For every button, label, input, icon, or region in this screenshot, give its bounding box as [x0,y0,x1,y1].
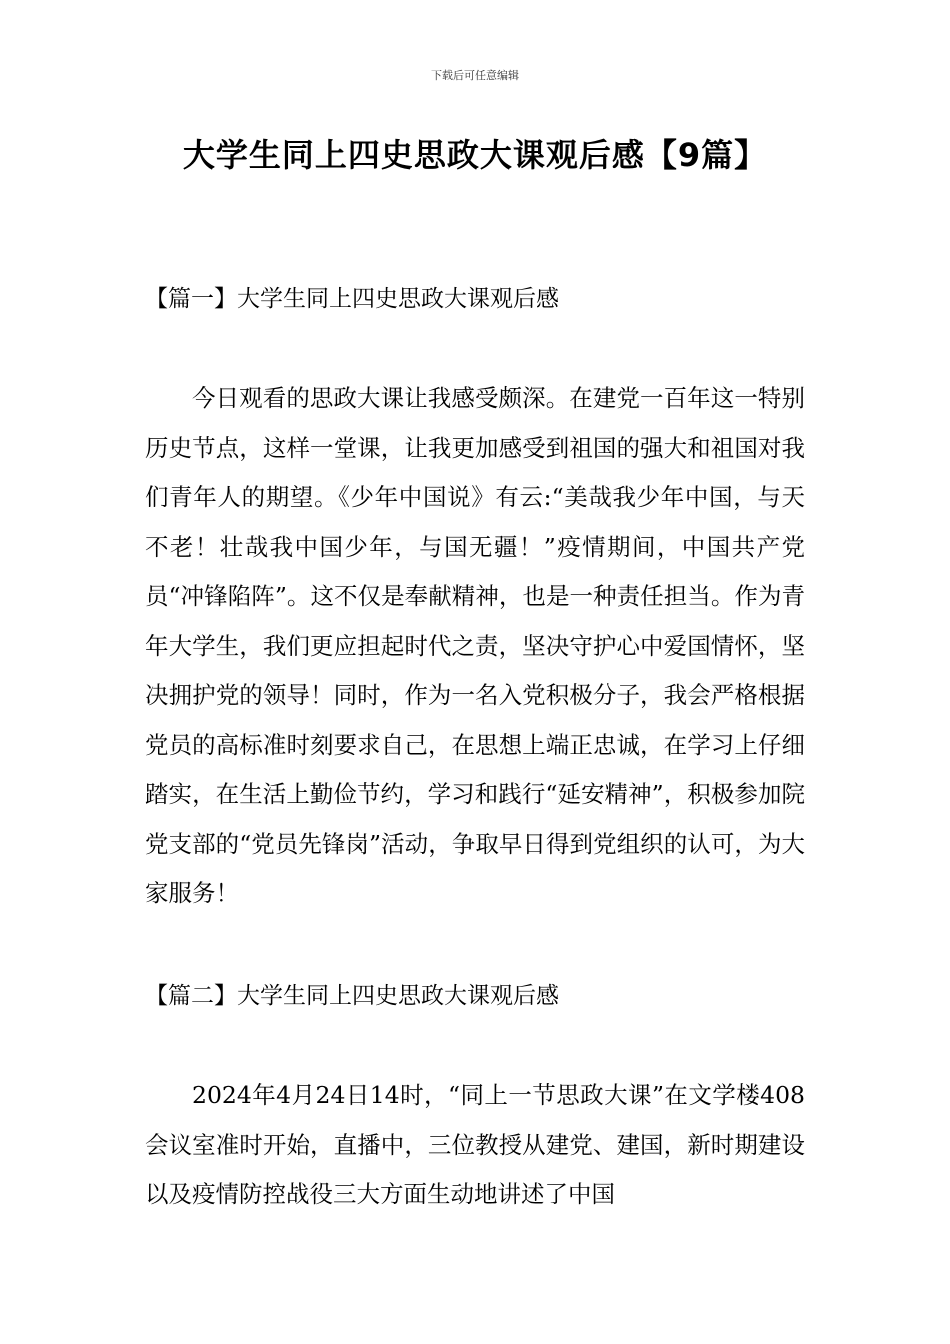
header-note: 下载后可任意编辑 [431,69,519,82]
document-title: 大学生同上四史思政大课观后感【9篇】 [182,136,768,174]
section-paragraph-2: 2024年4月24日14时，“同上一节思政大课”在文学楼408会议室准时开始，直播中，三位教授从建党、建国，新时期建设以及疫情防控战役三大方面生动地讲述了中国 [145,1081,805,1208]
section-heading-2: 【篇二】大学生同上四史思政大课观后感 [145,983,559,1009]
section-paragraph-1: 今日观看的思政大课让我感受颇深。在建党一百年这一特别历史节点，这样一堂课，让我更加感受到祖国的强大和祖国对我们青年人的期望。《少年中国说》有云:“美哉我少年中国，与天不老！壮哉我中国少年，与国无疆！”疫情期间，中国共产党员“冲锋陷阵”。这不仅是奉献精神，也是一种责任担当。作为青年大学生，我们更应担起时代之责，坚决守护心中爱国情怀，坚决拥护党的领导！同时，作为一名入党积极分子，我会严格根据党员的高标准时刻要求自己，在思想上端正忠诚，在学习上仔细踏实，在生活上勤俭节约，学习和践行“延安精神”，积极参加院党支部的“党员先锋岗”活动，争取早日得到党组织的认可，为大家服务！ [145,384,805,907]
section-heading-1: 【篇一】大学生同上四史思政大课观后感 [145,286,559,312]
